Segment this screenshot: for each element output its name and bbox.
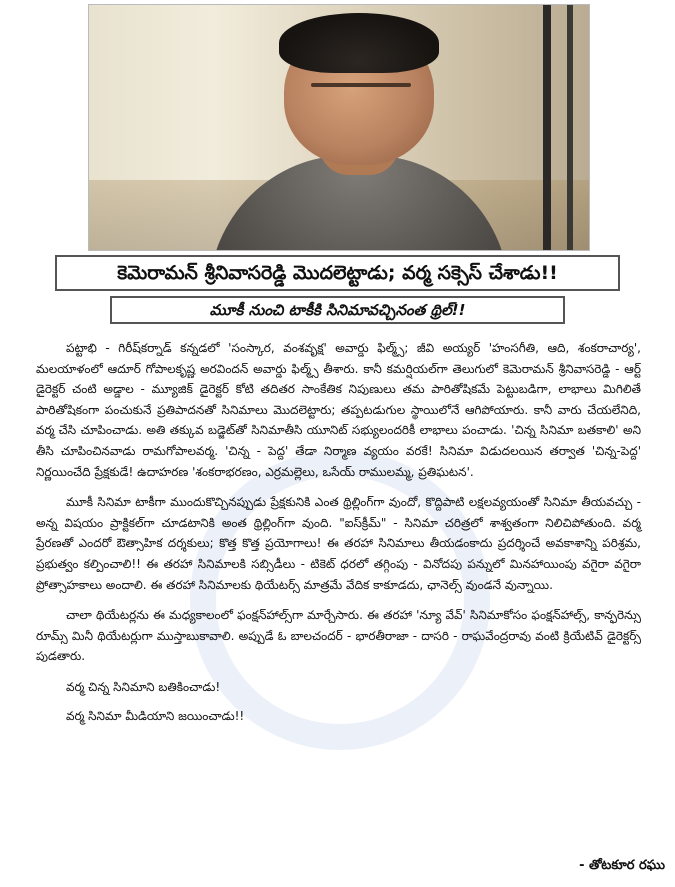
photo-person-hair: [279, 13, 439, 73]
article-headline: కెమెరామన్ శ్రీనివాసరెడ్డి మొదలెట్టాడు; వర్మ సక్సెస్ చేశాడు!!: [55, 255, 620, 291]
closing-line-2: వర్మ సినిమా మీడియాని జయించాడు!!: [66, 708, 245, 723]
article-paragraph-3: చాలా థియేటర్లను ఈ మధ్యకాలంలో ఫంక్షన్‌హాల్స్‌గా మార్చేసారు. ఈ తరహా 'న్యూ వేవ్' సినిమాకోసం ఫంక్షన్‌హాల్స్, కాన్ఫరెన్సు రూమ్స్ మినీ థియేటర్లుగా ముస్తాబుకావాలి. అప్పుడే ఓ బాలచందర్ - భారతీరాజా - దాసరి - రాఘవేంద్రరావు వంటి క్రియేటివ్ డైరెక్టర్స్ పుడతారు.: [36, 608, 641, 664]
photo-light-stand-secondary: [567, 5, 573, 250]
photo-person-glasses: [311, 83, 411, 87]
article-body: [36, 338, 641, 734]
closing-line-1: వర్మ చిన్న సినిమాని బతికించాడు!: [66, 679, 221, 694]
article-paragraph-1: పట్టాభి - గిరీష్‌కర్నాడ్ కన్నడలో 'సంస్కార, వంశవృక్ష' అవార్డు ఫిల్మ్స్; జీవి అయ్యర్ 'హంసగీతి, ఆది, శంకరాచార్య', మలయాళంలో ఆదూర్ గోపాలకృష్ణ అరవిందన్ అవార్డు ఫిల్మ్స్ తీశారు. కానీ కమర్షియల్‌గా తెలుగులో కెమెరామన్ శ్రీనివాసరెడ్డి - ఆర్ట్ డైరెక్టర్ చంటి అడ్డాల - మ్యూజిక్ డైరెక్టర్ కోటి తదితర సాంకేతిక నిపుణులు తమ పారితోషికమే పెట్టుబడిగా, లాభాలు మిగిలితే పారితోషికంగా పంచుకునే ప్రతిపాదనతో సినిమాలు మొదలెట్టారు; తప్పటడుగుల స్థాయిలోనే ఆగిపోయారు. కానీ వారు చేయలేనిది, వర్మ చేసి చూపించాడు. అతి తక్కువ బడ్జెట్‌తో సినిమాతీసి యూనిట్ సభ్యులందరికీ లాభాలు పంచాడు. 'చిన్న సినిమా బతకాలి' అని తీసి చూపించినవాడు రామగోపాలవర్మ. 'చిన్న - పెద్ద' తేడా నిర్మాణ వ్యయం వరకే! సినిమా విడుదలయిన తర్వాత 'చిన్న-పెద్ద' నిర్ణయించేది ప్రేక్షకుడే! ఉదాహరణ 'శంకరాభరణం, ఎర్రమల్లెలు, ఒసేయ్ రాములమ్మ, ప్రతిఘటన'.: [36, 341, 641, 479]
article-photo: [88, 4, 590, 251]
article-byline: - తోటకూర రఘు: [579, 858, 665, 873]
article-subheadline: మూకీ నుంచి టాకీకి సినిమావచ్చినంత థ్రిల్!!: [110, 296, 565, 324]
article-paragraph-2: మూకీ సినిమా టాకీగా ముందుకొచ్చినప్పుడు ప్రేక్షకునికి ఎంత థ్రిల్లింగ్‌గా వుందో, కొద్దిపాటి లక్షలవ్యయంతో సినిమా తీయవచ్చు - అన్న విషయం ప్రాక్టికల్‌గా చూడటానికి అంత థ్రిల్లింగ్‌గా వుంది. "ఐస్‌క్రీమ్" - సినిమా చరిత్రలో శాశ్వతంగా నిలిచిపోతుంది. వర్మ ప్రేరణతో ఎందరో ఔత్సాహిక దర్శకులు; కొత్త కొత్త ప్రయోగాలు! ఈ తరహా సినిమాలు తీయడంకాదు ప్రదర్శించే అవకాశాన్ని పరిశ్రమ, ప్రభుత్వం కల్పించాలి!! ఈ తరహా సినిమాలకి సబ్సిడీలు - టికెట్ ధరలో తగ్గింపు - వినోదపు పన్నులో మినహాయింపు వగైరా వగైరా ప్రోత్సాహకాలు అందాలి. ఈ తరహా సినిమాలకు థియేటర్స్ మాత్రమే వేదిక కాకూడదు, ఛానెల్స్ వుండనే వున్నాయి.: [36, 495, 641, 592]
photo-light-stand: [543, 5, 551, 250]
